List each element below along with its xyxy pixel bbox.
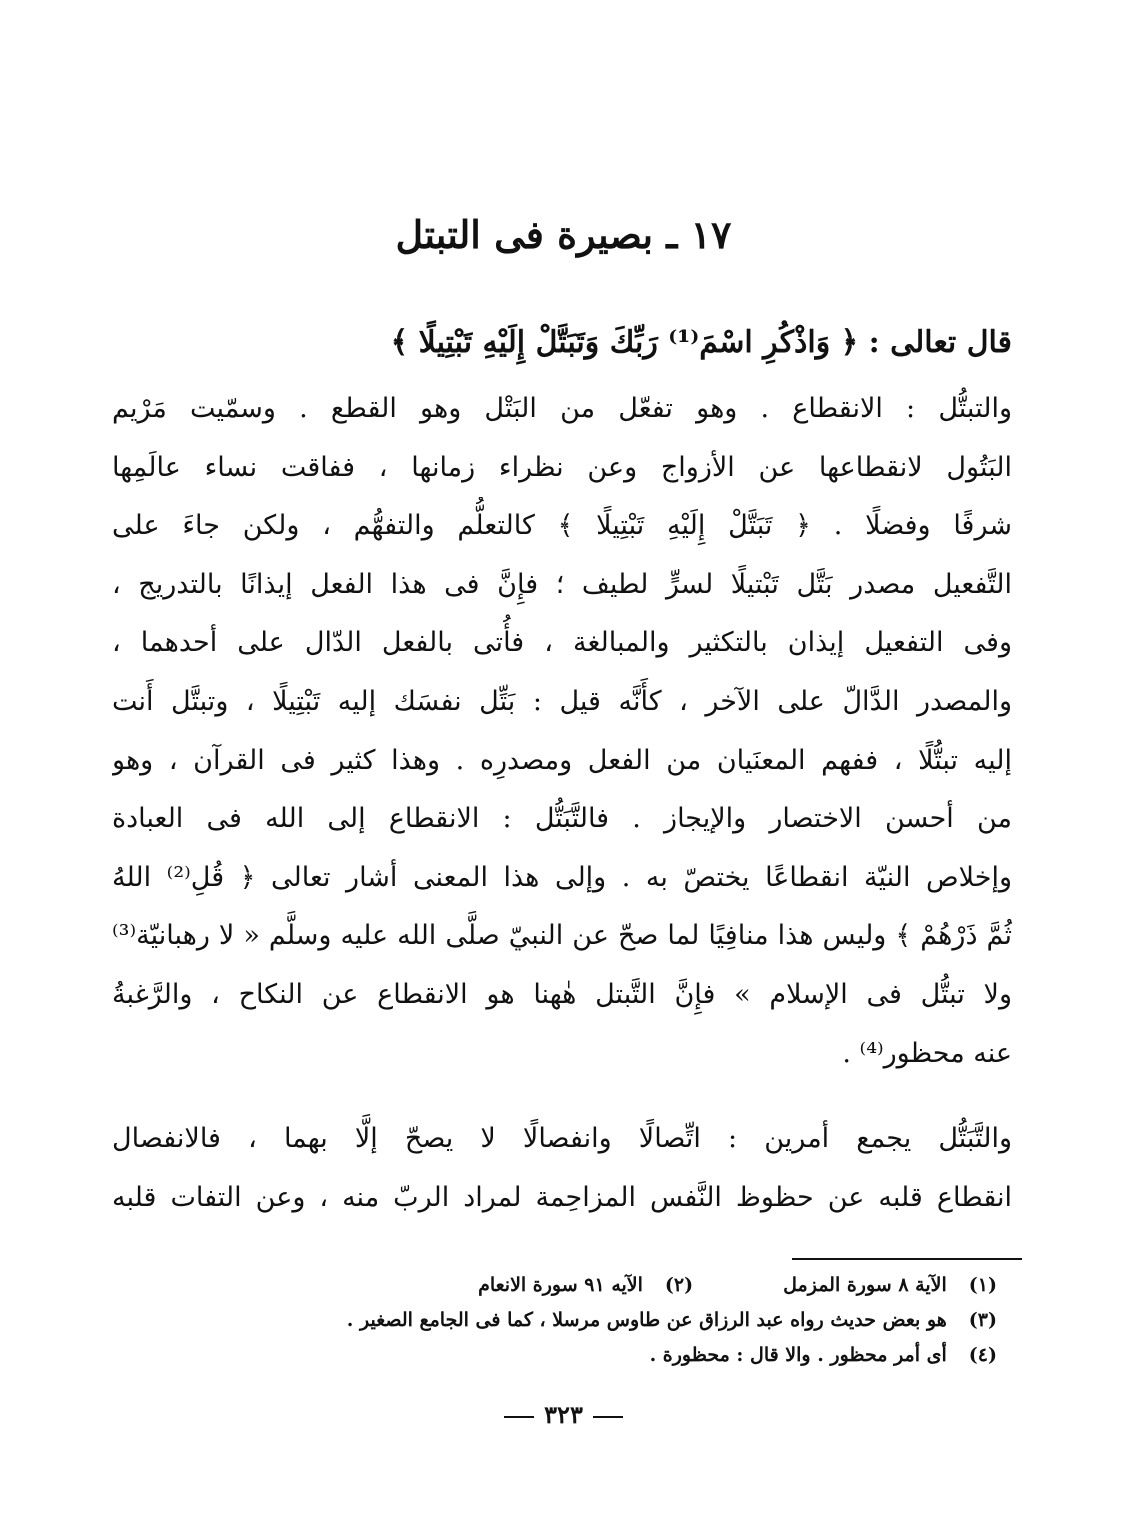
footnote-number: (٤) <box>968 1344 997 1366</box>
text-line: شرفًا وفضلًا . ﴿ تَبَتَّلْ إِلَيْهِ تَبْتِيلًا ﴾ كالتعلُّم والتفهُّم ، ولكن جاءَ على <box>112 510 1012 542</box>
dash-decoration <box>593 1416 623 1418</box>
text-line: عنه محظور⁽⁴⁾ . <box>842 1037 1012 1069</box>
footnote-divider <box>792 1258 1022 1260</box>
footnote-number: (٢) <box>664 1274 694 1296</box>
page-number <box>0 1400 1127 1429</box>
footnote-text: الآيه ٩١ سورة الانعام <box>478 1274 643 1296</box>
text-line: ولا تبتُّل فى الإسلام » فإِنَّ التَّبتل هٰهنا هو الانقطاع عن النكاح ، والرَّغبةُ <box>112 978 1012 1010</box>
footnote-row <box>97 1268 997 1303</box>
footnote-text: هو بعض حديث رواه عبد الرزاق عن طاوس مرسلا ، كما فى الجامع الصغير . <box>346 1309 947 1331</box>
footnote-row <box>97 1303 997 1338</box>
paragraph-2 <box>112 1110 1012 1227</box>
section-title: ١٧ ـ بصيرة فى التبتل <box>395 212 732 257</box>
footnote-4 <box>650 1338 997 1373</box>
text-line: وفى التفعيل إيذان بالتكثير والمبالغة ، فأُتى بالفعل الدّال على أحدهما ، <box>112 627 1012 659</box>
paragraph-1 <box>112 380 1012 1083</box>
text-line: وإخلاص النيّة انقطاعًا يختصّ به . وإلى هذا المعنى أشار تعالى ﴿ قُلِ⁽²⁾ اللهُ <box>112 861 1012 893</box>
text-line: إليه تبتُّلًا ، ففهم المعنَيان من الفعل ومصدرِه . وهذا كثير فى القرآن ، وهو <box>112 744 1012 776</box>
footnote-2 <box>478 1268 693 1303</box>
text-line: والمصدر الدَّالّ على الآخر ، كأَنَّه قيل : بَتِّل نفسَك إليه تَبْتِيلًا ، وتبتَّل أَنت <box>112 685 1012 717</box>
text-line: ثُمَّ ذَرْهُمْ ﴾ وليس هذا منافِيًا لما صحّ عن النبيّ صلَّى الله عليه وسلَّم « لا رهبانيّة⁽³⁾ <box>112 920 1012 952</box>
footnote-text: أى أمر محظور . والا قال : محظورة . <box>649 1344 947 1366</box>
text-line: البَتُول لانقطاعها عن الأزواج وعن نظراء زمانها ، ففاقت نساء عالَمِها <box>112 451 1012 483</box>
footnote-row <box>97 1338 997 1373</box>
footnote-3 <box>347 1303 997 1338</box>
text-line: والتَّبَتُّل يجمع أمرين : اتِّصالًا وانفصالًا لا يصحّ إلَّا بهما ، فالانفصال <box>112 1123 1012 1154</box>
text-line: والتبتُّل : الانقطاع . وهو تفعّل من البَتْل وهو القطع . وسمّيت مَرْيم <box>112 393 1012 424</box>
text-line: انقطاع قلبه عن حظوظ النَّفس المزاحِمة لمراد الربّ منه ، وعن التفات قلبه <box>112 1181 1012 1213</box>
footnote-1 <box>783 1268 997 1303</box>
quranic-verse: قال تعالى : ﴿ وَاذْكُرِ اسْمَ⁽¹⁾ رَبِّكَ وَتَبَتَّلْ إِلَيْهِ تَبْتِيلًا ﴾ <box>390 325 1012 360</box>
footnote-number: (٣) <box>968 1309 997 1331</box>
footnote-text: الآية ٨ سورة المزمل <box>783 1274 947 1296</box>
text-line: من أحسن الاختصار والإيجاز . فالتَّبَتُّل : الانقطاع إلى الله فى العبادة <box>112 803 1012 835</box>
footnotes <box>97 1268 997 1373</box>
footnote-number: (١) <box>968 1274 997 1296</box>
page-number-value: ٣٢٣ <box>544 1400 583 1429</box>
dash-decoration <box>504 1416 534 1418</box>
text-line: التَّفعيل مصدر بَتَّل تَبْتيلًا لسرٍّ لطيف ؛ فإِنَّ فى هذا الفعل إيذانًا بالتدريج ، <box>112 568 1012 600</box>
